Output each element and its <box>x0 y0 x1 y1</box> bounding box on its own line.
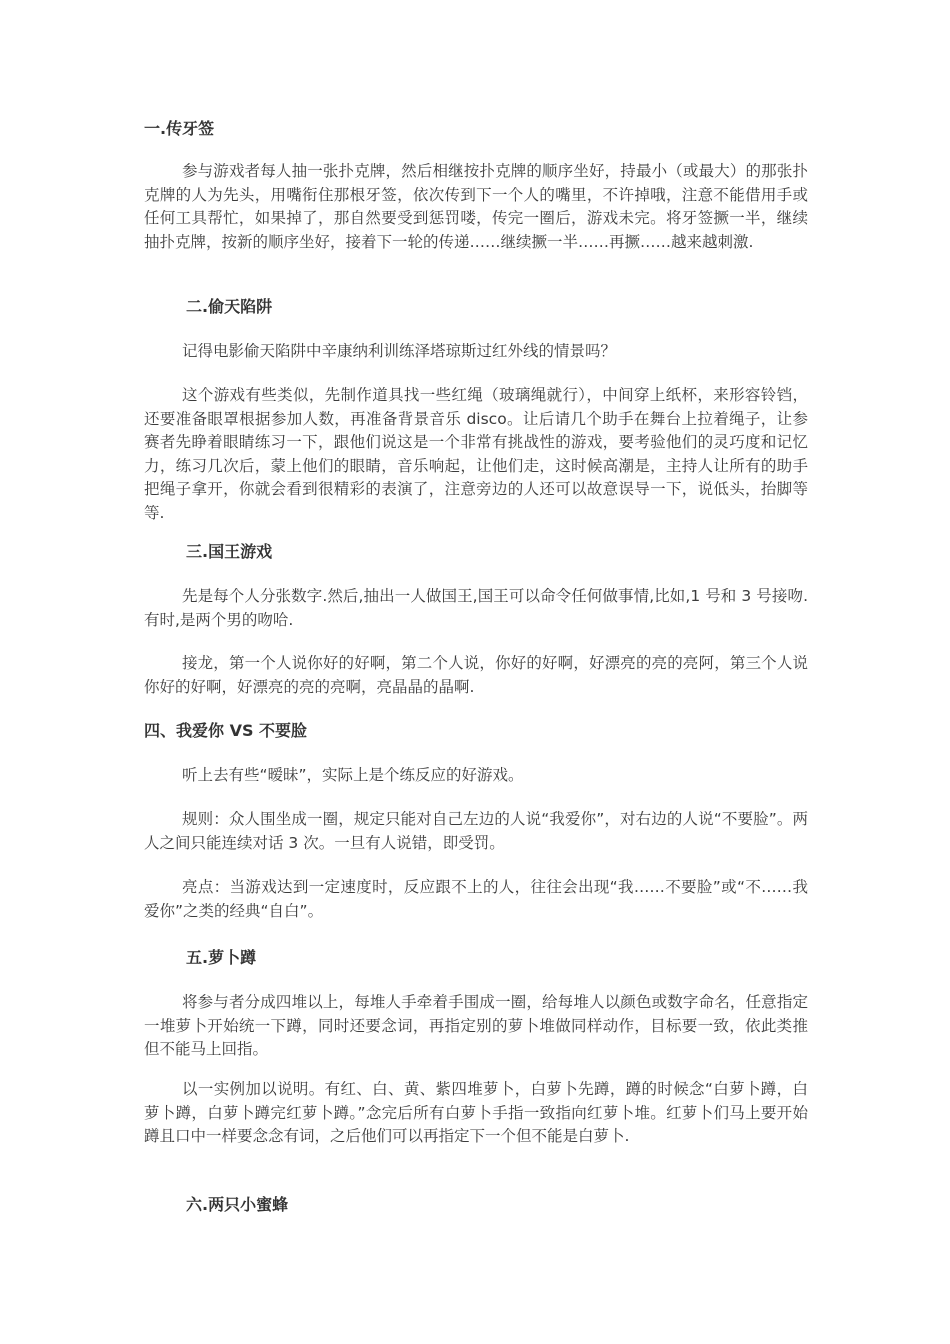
section-3-paragraph-2: 接龙，第一个人说你好的好啊，第二个人说，你好的好啊，好漂亮的亮的亮阿，第三个人说你好的好啊，好漂亮的亮的亮啊，亮晶晶的晶啊. <box>144 654 808 696</box>
section-5-paragraph-2: 以一实例加以说明。有红、白、黄、紫四堆萝卜，白萝卜先蹲，蹲的时候念“白萝卜蹲，白萝卜蹲，白萝卜蹲完红萝卜蹲。”念完后所有白萝卜手指一致指向红萝卜堆。红萝卜们马上要开始蹲且口中一样要念念有词，之后他们可以再指定下一个但不能是白萝卜. <box>144 1080 808 1145</box>
section-4-paragraph-2: 规则：众人围坐成一圈，规定只能对自己左边的人说“我爱你”，对右边的人说“不要脸”。两人之间只能连续对话 3 次。一旦有人说错，即受罚。 <box>144 810 808 852</box>
section-2-title: 二.偷天陷阱 <box>186 297 273 316</box>
section-1-title: 一.传牙签 <box>144 119 215 138</box>
section-3-title: 三.国王游戏 <box>186 542 273 561</box>
section-3-paragraph-1: 先是每个人分张数字.然后,抽出一人做国王,国王可以命令任何做事情,比如,1 号和 3 号接吻.有时,是两个男的吻哈. <box>144 587 808 629</box>
section-2-paragraph-2: 这个游戏有些类似，先制作道具找一些红绳（玻璃绳就行），中间穿上纸杯，来形容铃铛，还要准备眼罩根据参加人数，再准备背景音乐 disco。让后请几个助手在舞台上拉着绳子，让参赛者先睁着眼睛练习一下，跟他们说这是一个非常有挑战性的游戏，要考验他们的灵巧度和记忆力，练习几次后，蒙上他们的眼睛，音乐响起，让他们走，这时候高潮是，主持人让所有的助手把绳子拿开，你就会看到很精彩的表演了，注意旁边的人还可以故意误导一下，说低头，抬脚等等. <box>144 386 808 522</box>
section-1-paragraph-1: 参与游戏者每人抽一张扑克牌，然后相继按扑克牌的顺序坐好，持最小（或最大）的那张扑克牌的人为先头，用嘴衔住那根牙签，依次传到下一个人的嘴里，不许掉哦，注意不能借用手或任何工具帮忙，如果掉了，那自然要受到惩罚喽，传完一圈后，游戏未完。将牙签撅一半，继续抽扑克牌，按新的顺序坐好，接着下一轮的传递……继续撅一半……再撅……越来越刺激. <box>144 162 808 251</box>
section-4-paragraph-1: 听上去有些“暧昧”，实际上是个练反应的好游戏。 <box>182 766 524 784</box>
section-4-title: 四、我爱你 VS 不要脸 <box>144 721 308 740</box>
section-5-title: 五.萝卜蹲 <box>186 948 257 967</box>
section-4-paragraph-3: 亮点：当游戏达到一定速度时，反应跟不上的人，往往会出现“我……不要脸”或“不……我爱你”之类的经典“自白”。 <box>144 878 808 920</box>
section-2-paragraph-1: 记得电影偷天陷阱中辛康纳利训练泽塔琼斯过红外线的情景吗？ <box>182 342 617 360</box>
section-6-title: 六.两只小蜜蜂 <box>186 1195 289 1214</box>
section-5-paragraph-1: 将参与者分成四堆以上，每堆人手牵着手围成一圈，给每堆人以颜色或数字命名，任意指定一堆萝卜开始统一下蹲，同时还要念词，再指定别的萝卜堆做同样动作，目标要一致，依此类推但不能马上回指。 <box>144 993 808 1058</box>
